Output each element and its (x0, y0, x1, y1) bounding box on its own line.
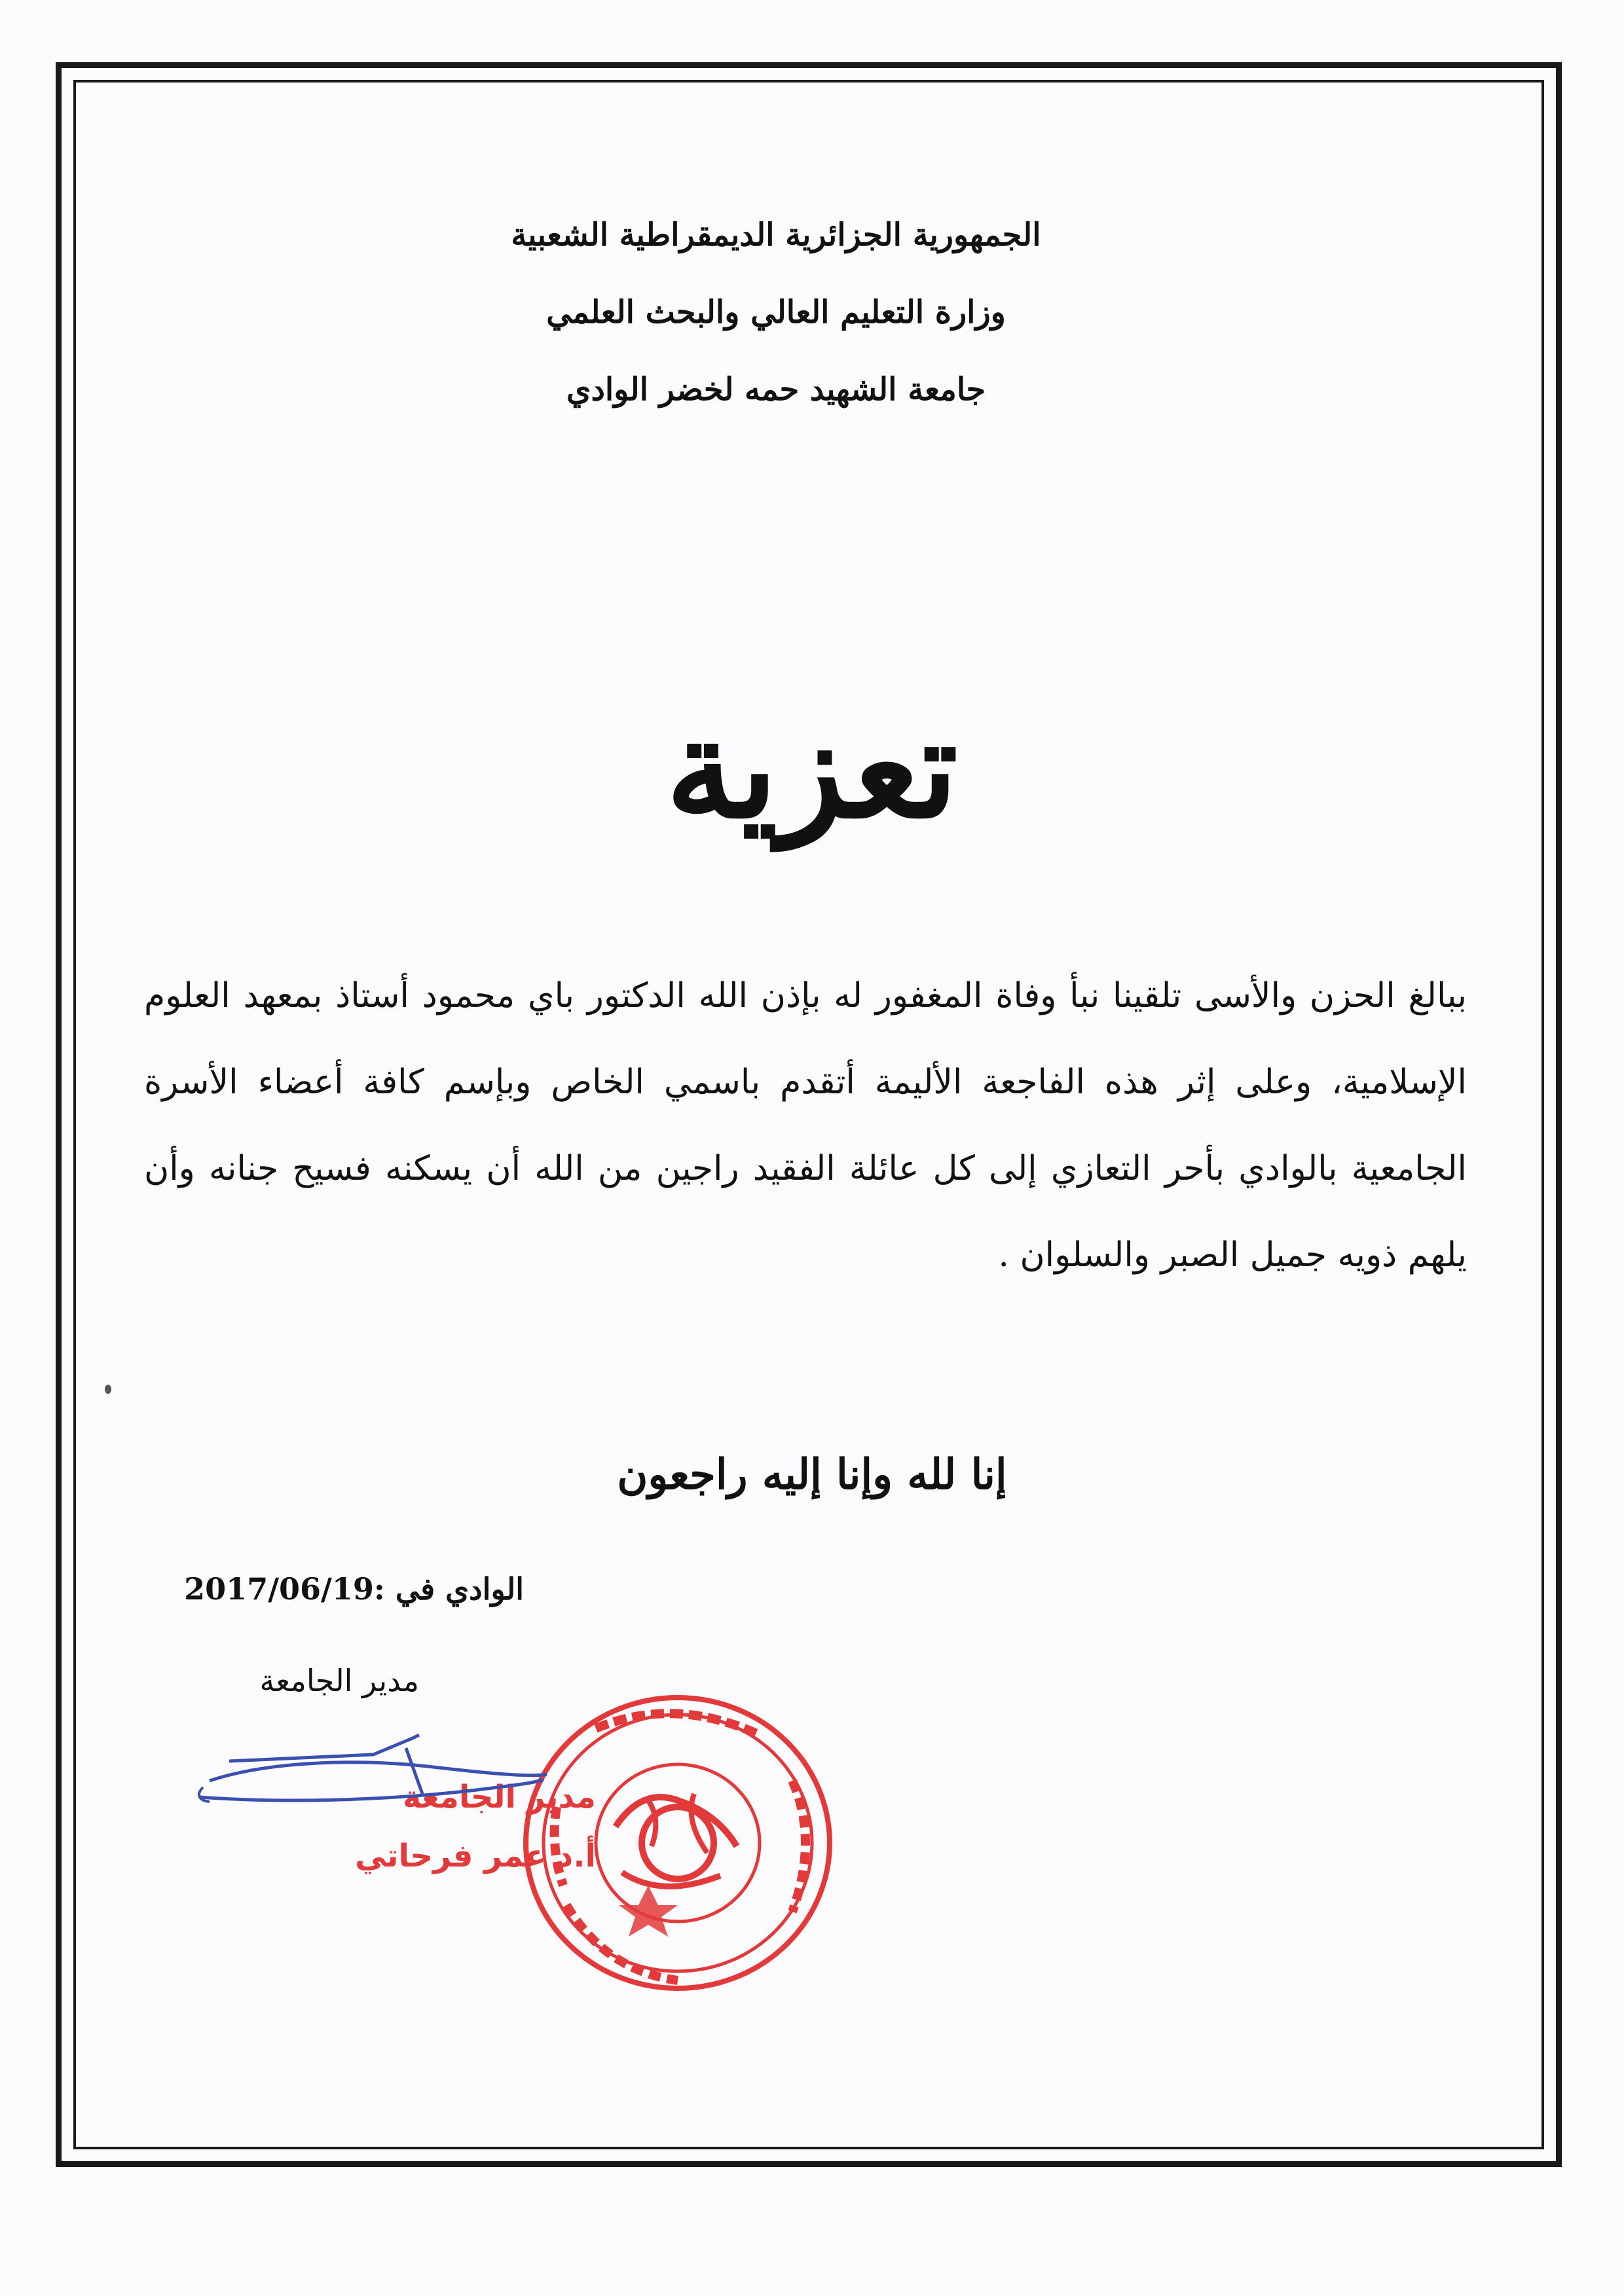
letterhead-ministry: وزارة التعليم العالي والبحث العلمي (546, 294, 1006, 331)
stamp-title: مدير الجامعة (402, 1779, 596, 1815)
condolence-text: ببالغ الحزن والأسى تلقينا نبأ وفاة المغفور له بإذن الله الدكتور باي محمود أستاذ بمعهد العلوم الإسلامية، وعلى إثر هذه الفاجعة الأليمة أتقدم باسمي الخاص وبإسم كافة أعضاء الأسرة الجامعية بالوادي بأحر التعازي إلى كل عائلة الفقيد راجين من الله أن يسكنه فسيح جنانه وأن يلهم ذويه جميل الصبر والسلوان . (144, 976, 1467, 1275)
place-date: الوادي في :2017/06/19 (184, 1571, 524, 1607)
paper-speck (105, 1385, 111, 1394)
closing-verse: إنا لله وإنا إليه راجعون (617, 1450, 1007, 1499)
signatory-role: مدير الجامعة (259, 1663, 419, 1698)
document-title: تعزية (665, 687, 959, 849)
letterhead (416, 196, 1136, 428)
handwritten-signature (190, 1722, 557, 1820)
stamp-name: أ.د عمر فرحاتي (354, 1838, 596, 1874)
letterhead-republic: الجمهورية الجزائرية الديمقراطية الشعبية (511, 217, 1041, 253)
letterhead-university: جامعة الشهيد حمه لخضر الوادي (566, 371, 986, 408)
